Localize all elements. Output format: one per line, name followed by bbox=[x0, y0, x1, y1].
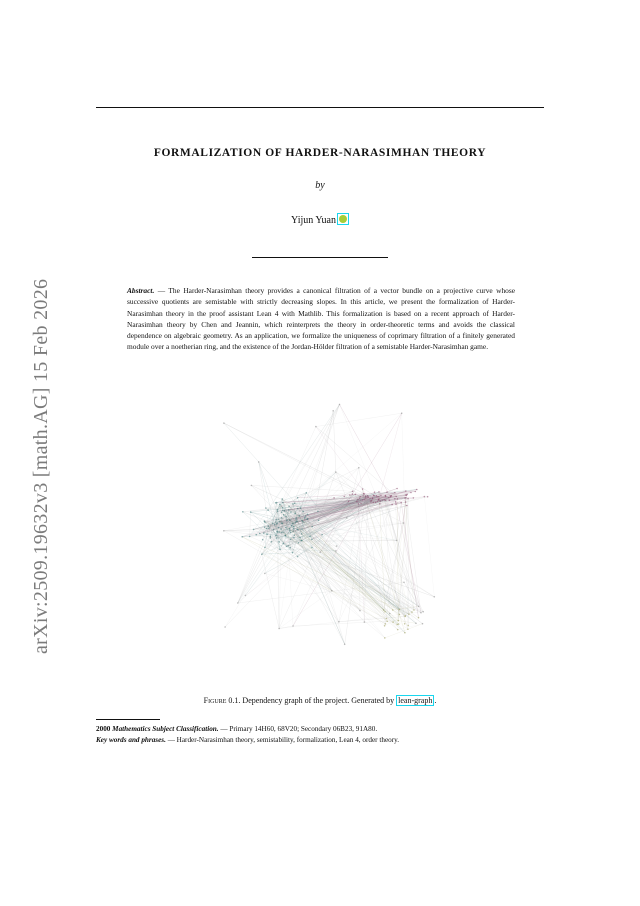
graph-node bbox=[278, 628, 280, 630]
graph-node bbox=[405, 490, 407, 492]
keywords-text: — Harder-Narasimhan theory, semistability, formalization, Lean 4, order theory. bbox=[167, 736, 400, 744]
graph-node bbox=[285, 516, 287, 518]
graph-node bbox=[396, 488, 398, 490]
graph-node bbox=[289, 519, 291, 521]
graph-node bbox=[403, 582, 405, 584]
graph-node bbox=[406, 495, 408, 497]
graph-node bbox=[282, 507, 284, 509]
graph-node bbox=[300, 507, 302, 509]
graph-node bbox=[290, 539, 292, 541]
graph-node bbox=[305, 515, 307, 517]
graph-node bbox=[383, 499, 385, 501]
graph-node bbox=[288, 506, 290, 508]
graph-node bbox=[418, 617, 420, 619]
graph-node bbox=[282, 531, 284, 533]
graph-node bbox=[385, 495, 387, 497]
graph-node bbox=[406, 505, 408, 507]
graph-node bbox=[349, 494, 351, 496]
graph-node bbox=[418, 606, 420, 608]
graph-node bbox=[286, 520, 288, 522]
graph-edge bbox=[384, 499, 418, 606]
author-name[interactable]: Yijun Yuan bbox=[291, 215, 336, 226]
graph-node bbox=[311, 539, 313, 541]
graph-node bbox=[397, 629, 399, 631]
author-line bbox=[96, 213, 544, 226]
graph-node bbox=[293, 528, 295, 530]
graph-node bbox=[362, 499, 364, 501]
graph-node bbox=[394, 492, 396, 494]
dependency-graph-figure bbox=[200, 385, 460, 675]
graph-node bbox=[265, 507, 267, 509]
graph-node bbox=[403, 522, 405, 524]
graph-node bbox=[388, 497, 390, 499]
by-line: by bbox=[315, 180, 325, 191]
graph-edge bbox=[340, 404, 391, 497]
graph-node bbox=[315, 426, 317, 428]
graph-node bbox=[259, 533, 261, 535]
graph-node bbox=[292, 625, 294, 627]
graph-node bbox=[319, 551, 321, 553]
graph-node bbox=[420, 612, 422, 614]
graph-node bbox=[360, 503, 362, 505]
graph-node bbox=[279, 549, 281, 551]
graph-node bbox=[407, 625, 409, 627]
graph-node bbox=[358, 503, 360, 505]
graph-node bbox=[386, 621, 388, 623]
graph-node bbox=[395, 503, 397, 505]
graph-edge bbox=[224, 423, 376, 502]
graph-node bbox=[317, 511, 319, 513]
graph-node bbox=[293, 526, 295, 528]
graph-node bbox=[282, 510, 284, 512]
graph-node bbox=[400, 502, 402, 504]
graph-node bbox=[292, 523, 294, 525]
graph-node bbox=[264, 526, 266, 528]
graph-node bbox=[411, 611, 413, 613]
graph-node bbox=[362, 488, 364, 490]
graph-node bbox=[271, 541, 273, 543]
graph-node bbox=[290, 532, 292, 534]
graph-edge bbox=[262, 554, 397, 624]
graph-edge bbox=[224, 423, 373, 498]
graph-node bbox=[362, 495, 364, 497]
graph-node bbox=[275, 519, 277, 521]
graph-node bbox=[270, 537, 272, 539]
header-rule bbox=[96, 107, 544, 108]
graph-node bbox=[293, 537, 295, 539]
graph-edge bbox=[333, 411, 336, 472]
graph-node bbox=[396, 496, 398, 498]
graph-node bbox=[401, 412, 403, 414]
graph-node bbox=[422, 623, 424, 625]
graph-node bbox=[359, 497, 361, 499]
graph-node bbox=[385, 623, 387, 625]
graph-edge bbox=[265, 556, 298, 573]
graph-node bbox=[281, 498, 283, 500]
graph-edge bbox=[243, 512, 267, 534]
graph-node bbox=[413, 609, 415, 611]
graph-node bbox=[275, 521, 277, 523]
graph-node bbox=[279, 521, 281, 523]
graph-node bbox=[410, 492, 412, 494]
graph-node bbox=[382, 499, 384, 501]
graph-edge bbox=[238, 523, 273, 603]
graph-node bbox=[273, 529, 275, 531]
graph-node bbox=[397, 498, 399, 500]
graph-node bbox=[294, 502, 296, 504]
figure-caption-end: . bbox=[434, 696, 437, 705]
graph-node bbox=[301, 533, 303, 535]
graph-node bbox=[302, 511, 304, 513]
graph-node bbox=[356, 501, 358, 503]
graph-node bbox=[293, 530, 295, 532]
graph-node bbox=[367, 496, 369, 498]
graph-node bbox=[385, 499, 387, 501]
graph-node bbox=[377, 501, 379, 503]
graph-node bbox=[331, 590, 333, 592]
arxiv-stamp[interactable]: arXiv:2509.19632v3 [math.AG] 15 Feb 2026 bbox=[30, 278, 52, 654]
graph-node bbox=[261, 553, 263, 555]
graph-edge bbox=[293, 621, 398, 626]
graph-node bbox=[364, 621, 366, 623]
graph-node bbox=[264, 573, 266, 575]
graph-node bbox=[399, 609, 401, 611]
abstract-heading: Abstract. bbox=[127, 286, 155, 295]
graph-node bbox=[277, 509, 279, 511]
graph-node bbox=[379, 503, 381, 505]
graph-node bbox=[398, 623, 400, 625]
graph-node bbox=[348, 501, 350, 503]
graph-node bbox=[384, 625, 386, 627]
graph-node bbox=[262, 539, 264, 541]
abstract-dash: — bbox=[157, 286, 166, 295]
graph-node bbox=[292, 503, 294, 505]
graph-node bbox=[359, 496, 361, 498]
graph-node bbox=[392, 621, 394, 623]
graph-node bbox=[365, 495, 367, 497]
graph-node bbox=[395, 501, 397, 503]
graph-node bbox=[281, 511, 283, 513]
graph-node bbox=[276, 531, 278, 533]
graph-node bbox=[332, 410, 334, 412]
graph-node bbox=[286, 523, 288, 525]
graph-node bbox=[398, 620, 400, 622]
graph-node bbox=[434, 596, 436, 598]
figure-caption-text: Dependency graph of the project. Generated by bbox=[242, 696, 395, 705]
graph-edge bbox=[340, 404, 375, 492]
graph-node bbox=[309, 536, 311, 538]
graph-node bbox=[224, 626, 226, 628]
graph-node bbox=[394, 498, 396, 500]
graph-node bbox=[424, 496, 426, 498]
graph-edge bbox=[379, 413, 402, 499]
graph-node bbox=[280, 528, 282, 530]
graph-node bbox=[275, 535, 277, 537]
graph-node bbox=[405, 497, 407, 499]
graph-node bbox=[390, 495, 392, 497]
graph-node bbox=[264, 521, 266, 523]
graph-node bbox=[415, 491, 417, 493]
graph-node bbox=[297, 529, 299, 531]
graph-node bbox=[278, 518, 280, 520]
graph-node bbox=[284, 510, 286, 512]
graph-node bbox=[251, 485, 253, 487]
graph-node bbox=[287, 545, 289, 547]
paper-title: FORMALIZATION OF HARDER-NARASIMHAN THEORY bbox=[153, 147, 487, 159]
graph-node bbox=[282, 502, 284, 504]
abstract bbox=[127, 285, 515, 353]
graph-node bbox=[241, 536, 243, 538]
graph-node bbox=[285, 527, 287, 529]
graph-node bbox=[352, 493, 354, 495]
graph-node bbox=[359, 610, 361, 612]
graph-edge bbox=[402, 413, 409, 625]
graph-node bbox=[364, 493, 366, 495]
graph-node bbox=[289, 528, 291, 530]
graph-node bbox=[374, 491, 376, 493]
graph-node bbox=[311, 526, 313, 528]
graph-node bbox=[250, 511, 252, 513]
graph-node bbox=[274, 524, 276, 526]
graph-node bbox=[290, 511, 292, 513]
graph-node bbox=[399, 614, 401, 616]
graph-node bbox=[270, 525, 272, 527]
graph-node bbox=[283, 514, 285, 516]
graph-node bbox=[396, 540, 398, 542]
graph-node bbox=[281, 532, 283, 534]
graph-node bbox=[294, 513, 296, 515]
graph-node bbox=[268, 528, 270, 530]
graph-node bbox=[372, 498, 374, 500]
graph-node bbox=[369, 498, 371, 500]
graph-node bbox=[297, 508, 299, 510]
graph-node bbox=[379, 500, 381, 502]
graph-node bbox=[298, 542, 300, 544]
graph-node bbox=[264, 547, 266, 549]
graph-node bbox=[272, 522, 274, 524]
graph-edges bbox=[224, 404, 434, 644]
graph-node bbox=[249, 536, 251, 538]
graph-node bbox=[367, 495, 369, 497]
graph-node bbox=[336, 545, 338, 547]
graph-node bbox=[413, 497, 415, 499]
graph-node bbox=[253, 529, 255, 531]
graph-node bbox=[263, 532, 265, 534]
graph-node bbox=[282, 523, 284, 525]
footnote-rule bbox=[96, 719, 160, 720]
graph-node bbox=[407, 498, 409, 500]
graph-node bbox=[339, 404, 341, 406]
graph-node bbox=[404, 623, 406, 625]
graph-node bbox=[295, 517, 297, 519]
graph-node bbox=[338, 621, 340, 623]
graph-node bbox=[278, 541, 280, 543]
msc-label: Mathematics Subject Classification. bbox=[112, 725, 219, 733]
graph-node bbox=[386, 491, 388, 493]
graph-node bbox=[311, 547, 313, 549]
graph-node bbox=[378, 499, 380, 501]
graph-node bbox=[344, 496, 346, 498]
orcid-icon bbox=[339, 215, 347, 223]
graph-node bbox=[279, 531, 281, 533]
graph-node bbox=[307, 514, 309, 516]
title-separator-rule bbox=[252, 257, 388, 258]
graph-edge bbox=[250, 512, 251, 536]
graph-node bbox=[370, 501, 372, 503]
graph-node bbox=[223, 422, 225, 424]
graph-node bbox=[391, 504, 393, 506]
graph-node bbox=[299, 537, 301, 539]
graph-node bbox=[267, 526, 269, 528]
graph-node bbox=[378, 491, 380, 493]
graph-edge bbox=[424, 497, 434, 597]
graph-node bbox=[299, 515, 301, 517]
graph-node bbox=[283, 543, 285, 545]
graph-node bbox=[333, 497, 335, 499]
graph-node bbox=[289, 547, 291, 549]
graph-edge bbox=[352, 413, 401, 494]
graph-node bbox=[355, 494, 357, 496]
graph-node bbox=[335, 550, 337, 552]
graph-node bbox=[281, 505, 283, 507]
graph-node bbox=[389, 500, 391, 502]
graph-node bbox=[295, 522, 297, 524]
graph-node bbox=[296, 520, 298, 522]
graph-node bbox=[297, 556, 299, 558]
graph-node bbox=[278, 527, 280, 529]
graph-node bbox=[422, 611, 424, 613]
graph-node bbox=[258, 461, 260, 463]
graph-node bbox=[396, 624, 398, 626]
graph-node bbox=[364, 498, 366, 500]
graph-node bbox=[304, 517, 306, 519]
graph-node bbox=[270, 536, 272, 538]
graph-node bbox=[373, 502, 375, 504]
graph-node bbox=[384, 611, 386, 613]
graph-node bbox=[365, 497, 367, 499]
graph-node bbox=[292, 552, 294, 554]
graph-node bbox=[415, 623, 417, 625]
graph-node bbox=[285, 535, 287, 537]
graph-node bbox=[405, 615, 407, 617]
graph-node bbox=[275, 502, 277, 504]
graph-node bbox=[427, 496, 429, 498]
graph-node bbox=[223, 530, 225, 532]
graph-node bbox=[384, 637, 386, 639]
graph-node bbox=[380, 495, 382, 497]
graph-node bbox=[300, 540, 302, 542]
msc-year: 2000 bbox=[96, 725, 111, 733]
graph-edge bbox=[251, 485, 352, 491]
graph-node bbox=[344, 644, 346, 646]
graph-node bbox=[357, 499, 359, 501]
graph-node bbox=[318, 520, 320, 522]
graph-node bbox=[266, 528, 268, 530]
graph-node bbox=[288, 509, 290, 511]
graph-edge bbox=[291, 539, 390, 613]
graph-node bbox=[301, 528, 303, 530]
graph-node bbox=[375, 502, 377, 504]
graph-edge bbox=[262, 554, 279, 628]
orcid-link[interactable] bbox=[337, 213, 349, 225]
keywords-footnote bbox=[96, 735, 556, 745]
abstract-text: The Harder-Narasimhan theory provides a canonical filtration of a vector bundle on a projective curve whose successive quotients are semistable with strictly decreasing slopes. In this article, we present the formalization of Harder-Narasimhan theory in the proof assistant Lean 4 with Mathlib. This formalization is based on a recent approach of Harder-Narasimhan theory by Chen and Jeannin, which reinterprets the theory in order-theoretic terms and avoids the classical dependence on algebraic geometry. As an application, we formalize the uniqueness of coprimary filtration of a finitely generated module over a noetherian ring, and the existence of the Jordan-Hölder filtration of a semistable Harder-Narasimhan game. bbox=[127, 286, 516, 352]
graph-node bbox=[307, 518, 309, 520]
graph-node bbox=[407, 628, 409, 630]
lean-graph-link[interactable]: lean-graph bbox=[398, 696, 433, 705]
graph-node bbox=[297, 497, 299, 499]
graph-node bbox=[404, 632, 406, 634]
graph-node bbox=[392, 609, 394, 611]
graph-node bbox=[386, 618, 388, 620]
graph-node bbox=[383, 609, 385, 611]
graph-edge bbox=[238, 503, 277, 603]
graph-edge bbox=[316, 427, 368, 498]
graph-node bbox=[377, 496, 379, 498]
graph-node bbox=[242, 511, 244, 513]
graph-node bbox=[405, 501, 407, 503]
graph-node bbox=[373, 495, 375, 497]
graph-node bbox=[306, 492, 308, 494]
graph-node bbox=[294, 534, 296, 536]
graph-node bbox=[276, 537, 278, 539]
graph-node bbox=[389, 613, 391, 615]
graph-node bbox=[286, 546, 288, 548]
graph-node bbox=[267, 509, 269, 511]
graph-node bbox=[335, 471, 337, 473]
graph-node bbox=[321, 534, 323, 536]
graph-node bbox=[416, 489, 418, 491]
graph-edge bbox=[283, 532, 384, 610]
msc-footnote bbox=[96, 724, 556, 734]
graph-node bbox=[302, 521, 304, 523]
graph-node bbox=[352, 491, 354, 493]
graph-node bbox=[255, 534, 257, 536]
graph-node bbox=[346, 517, 348, 519]
graph-node bbox=[408, 614, 410, 616]
graph-node bbox=[358, 467, 360, 469]
graph-edge bbox=[404, 582, 419, 606]
graph-node bbox=[289, 530, 291, 532]
graph-node bbox=[281, 517, 283, 519]
graph-edge bbox=[289, 506, 405, 632]
graph-node bbox=[279, 504, 281, 506]
msc-text: — Primary 14H60, 68V20; Secondary 06B23, 91A80. bbox=[220, 725, 378, 733]
figure-caption-label: Figure 0.1. bbox=[203, 696, 241, 705]
graph-node bbox=[277, 522, 279, 524]
graph-node bbox=[237, 602, 239, 604]
graph-node bbox=[245, 595, 247, 597]
graph-node bbox=[291, 525, 293, 527]
keywords-label: Key words and phrases. bbox=[96, 736, 166, 744]
graph-node bbox=[277, 511, 279, 513]
figure-caption bbox=[96, 696, 544, 705]
graph-node bbox=[266, 533, 268, 535]
